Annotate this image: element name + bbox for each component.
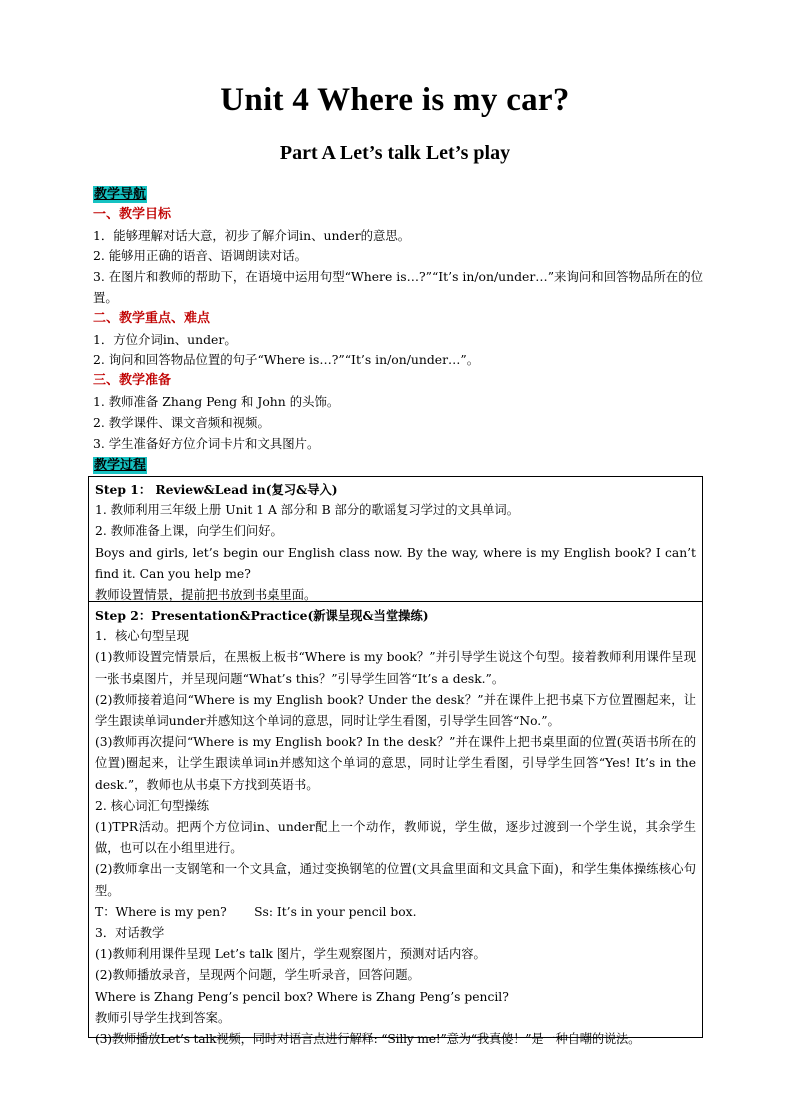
step2-line: 1．核心句型呈现 <box>95 629 189 644</box>
prep-heading: 三、教学准备 <box>93 373 172 389</box>
step1-line: 1. 教师利用三年级上册 Unit 1 A 部分和 B 部分的歌谣复习学过的文具单词。 <box>95 503 520 518</box>
page-subtitle: Part A Let’s talk Let’s play <box>279 142 511 164</box>
prep-item: 3. 学生准备好方位介词卡片和文具图片。 <box>93 435 320 451</box>
step1-line: Boys and girls, let’s begin our English class now. By the way, where is my English book? I can’t find it. Can you help me? <box>95 545 696 581</box>
step2-line: 教师引导学生找到答案。 <box>95 1010 231 1025</box>
step1-line: 2. 教师准备上课，向学生们问好。 <box>95 524 283 539</box>
goals-heading: 一、教学目标 <box>93 206 172 222</box>
step2-line: (1)教师利用课件呈现 Let’s talk 图片，学生观察图片，预测对话内容。 <box>95 947 486 962</box>
step2-line: (2)教师播放录音，呈现两个问题，学生听录音，回答问题。 <box>95 968 420 983</box>
step1-line: 教师设置情景，提前把书放到书桌里面。 <box>95 588 317 603</box>
step2-line: Where is Zhang Peng’s pencil box? Where is Zhang Peng’s pencil? <box>95 989 509 1004</box>
lesson-plan-body <box>93 184 703 476</box>
key-point-item: 1．方位介词in、under。 <box>93 331 237 347</box>
step1-cell <box>89 477 702 602</box>
step2-line: 2. 核心词汇句型操练 <box>95 798 210 813</box>
step2-heading: Step 2：Presentation&Practice(新课呈现&当堂操练) <box>95 608 429 623</box>
key-point-item: 2. 询问和回答物品位置的句子“Where is…?”“It’s in/on/under…”。 <box>93 352 480 368</box>
step2-cell <box>89 602 702 1047</box>
step2-line: (3)教师再次提问“Where is my English book? In the desk？”并在课件上把书桌里面的位置(英语书所在的位置)圈起来，让学生跟读单词in并感知这个单词的意思，同时让学生看图，引导学生回答“Yes! It’s in the desk.”，教师也从书桌下方找到英语书。 <box>95 735 696 792</box>
process-table <box>88 476 703 1047</box>
goal-item: 2. 能够用正确的语音、语调朗读对话。 <box>93 248 308 264</box>
goal-item: 1．能够理解对话大意，初步了解介词in、under的意思。 <box>93 227 411 243</box>
key-points-heading: 二、教学重点、难点 <box>93 310 211 326</box>
goal-item: 3. 在图片和教师的帮助下，在语境中运用句型“Where is…?”“It’s in/on/under…”来询问和回答物品所在的位置。 <box>93 269 703 305</box>
step2-line: 3．对话教学 <box>95 926 165 941</box>
prep-item: 1. 教师准备 Zhang Peng 和 John 的头饰。 <box>93 393 340 409</box>
step1-heading: Step 1： Review&Lead in(复习&导入) <box>95 482 338 497</box>
step2-line: (3)教师播放Let’s talk视频，同时对语言点进行解释: “Silly me!”意为“我真傻！”是一种自嘲的说法。 <box>95 1032 641 1047</box>
step2-line: (2)教师拿出一支钢笔和一个文具盒，通过变换钢笔的位置(文具盒里面和文具盒下面)，和学生集体操练核心句型。 <box>95 862 697 898</box>
step2-line: T：Where is my pen? Ss: It’s in your pencil box. <box>95 904 417 919</box>
process-label: 教学过程 <box>94 458 147 474</box>
prep-item: 2. 教学课件、课文音频和视频。 <box>93 414 270 430</box>
step2-line: (1)教师设置完情景后，在黑板上板书“Where is my book？”并引导学生说这个句型。接着教师利用课件呈现一张书桌图片，并呈现问题“What’s this？”引导学生回答“It’s a desk.”。 <box>95 650 696 686</box>
page-title: Unit 4 Where is my car? <box>220 82 570 118</box>
step2-line: (1)TPR活动。把两个方位词in、under配上一个动作，教师说，学生做，逐步过渡到一个学生说，其余学生做，也可以在小组里进行。 <box>95 820 696 856</box>
step2-line: (2)教师接着追问“Where is my English book? Under the desk？”并在课件上把书桌下方位置圈起来，让学生跟读单词under并感知这个单词的意思，同时让学生看图，引导学生回答“No.”。 <box>95 692 696 729</box>
nav-label: 教学导航 <box>94 187 147 202</box>
